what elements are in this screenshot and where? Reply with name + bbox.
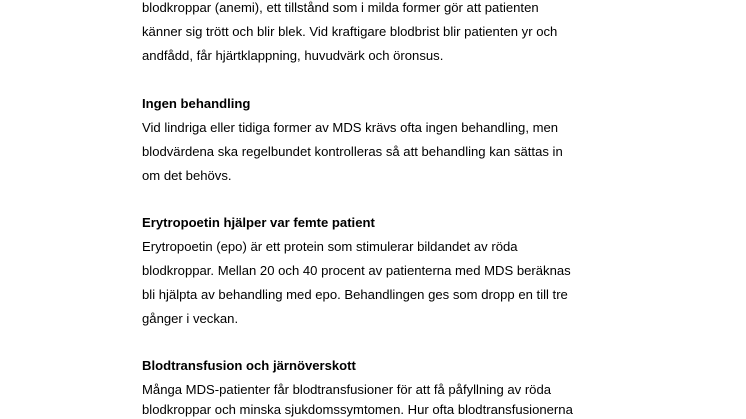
paragraph-line: bli hjälpta av behandling med epo. Behandlingen ges som dropp en till tre <box>142 287 568 302</box>
paragraph-line: Många MDS-patienter får blodtransfusioner för att få påfyllning av röda <box>142 382 552 397</box>
paragraph-line: blodkroppar (anemi), ett tillstånd som i milda former gör att patienten <box>142 0 539 15</box>
paragraph-line: känner sig trött och blir blek. Vid kraftigare blodbrist blir patienten yr och <box>142 24 558 39</box>
paragraph-line: blodkroppar. Mellan 20 och 40 procent av patienterna med MDS beräknas <box>142 263 571 278</box>
paragraph-line: blodvärdena ska regelbundet kontrolleras så att behandling kan sättas in <box>142 144 563 159</box>
paragraph-line: gånger i veckan. <box>142 311 239 326</box>
paragraph-line: Vid lindriga eller tidiga former av MDS krävs ofta ingen behandling, men <box>142 120 559 135</box>
paragraph-line: Erytropoetin (epo) är ett protein som stimulerar bildandet av röda <box>142 239 518 254</box>
paragraph-line: blodkroppar och minska sjukdomssymtomen. Hur ofta blodtransfusionerna <box>142 402 573 417</box>
section-heading: Erytropoetin hjälper var femte patient <box>142 215 375 230</box>
section-heading: Ingen behandling <box>142 96 251 111</box>
paragraph-line: om det behövs. <box>142 168 232 183</box>
section-heading: Blodtransfusion och järnöverskott <box>142 358 356 373</box>
paragraph-line: andfådd, får hjärtklappning, huvudvärk och öronsus. <box>142 48 444 63</box>
